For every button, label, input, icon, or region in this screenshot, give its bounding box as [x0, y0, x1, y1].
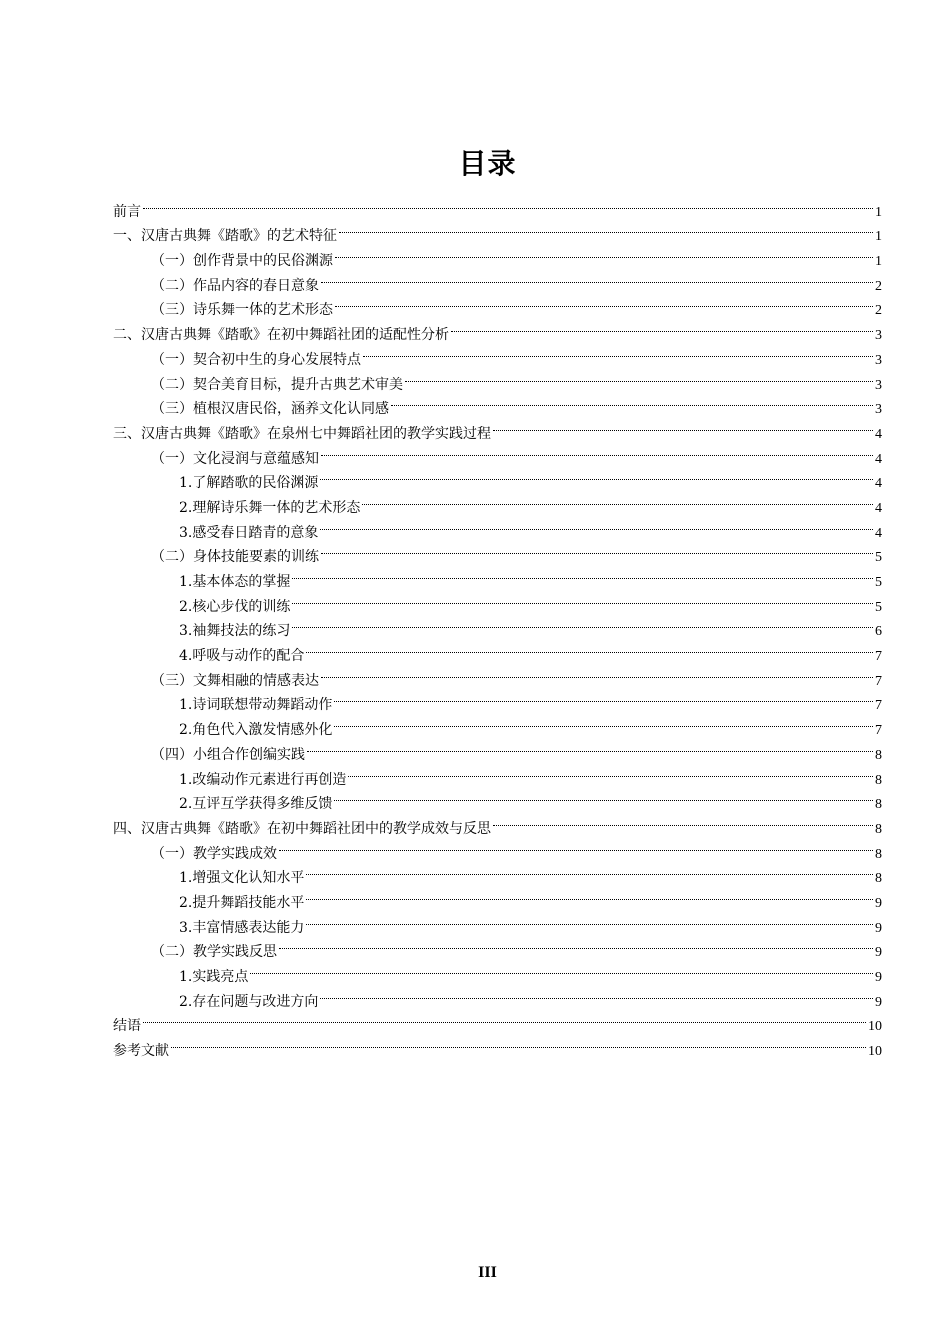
- toc-dot-leader: [250, 956, 873, 981]
- toc-dot-leader: [493, 413, 873, 438]
- toc-entry-label: 四、汉唐古典舞《踏歌》在初中舞蹈社团中的教学成效与反思: [113, 820, 491, 837]
- toc-entry-page: 2: [875, 303, 882, 319]
- toc-entry-page: 9: [875, 945, 882, 961]
- toc-entry-page: 5: [875, 575, 882, 590]
- toc-dot-leader: [143, 191, 873, 216]
- toc-dot-leader: [171, 1030, 866, 1055]
- toc-entry-page: 4: [875, 451, 882, 467]
- toc-dot-leader: [321, 537, 873, 562]
- toc-entry-label: （一）创作背景中的民俗渊源: [151, 253, 333, 270]
- toc-entry[interactable]: [113, 216, 882, 245]
- toc-entry-label: 3.感受春日踏青的意象: [179, 524, 319, 541]
- toc-entry-label: 2.互评互学获得多维反馈: [179, 796, 333, 813]
- toc-entry-label: 1.基本体态的掌握: [179, 574, 291, 590]
- toc-entry-label: （四）小组合作创编实践: [151, 746, 305, 763]
- toc-entry[interactable]: [113, 1006, 882, 1035]
- toc-entry-page: 8: [875, 846, 882, 862]
- toc-entry-page: 9: [875, 994, 882, 1010]
- toc-entry-page: 9: [875, 920, 882, 936]
- toc-dot-leader: [320, 463, 873, 488]
- toc-dot-leader: [292, 586, 873, 611]
- toc-entry-label: 2.理解诗乐舞一体的艺术形态: [179, 499, 361, 516]
- toc-entry-page: 4: [875, 500, 882, 516]
- toc-dot-leader: [292, 611, 873, 636]
- toc-entry-page: 7: [875, 698, 882, 714]
- toc-dot-leader: [334, 709, 873, 734]
- toc-dot-leader: [292, 561, 873, 586]
- toc-entry-label: 1.诗词联想带动舞蹈动作: [179, 697, 333, 714]
- toc-entry-label: 1.改编动作元素进行再创造: [179, 771, 347, 788]
- toc-entry-label: （三）诗乐舞一体的艺术形态: [151, 302, 333, 319]
- toc-dot-leader: [306, 907, 873, 932]
- toc-entry-page: 3: [875, 377, 882, 393]
- page-number: III: [478, 1264, 497, 1281]
- toc-entry-page: 2: [875, 278, 882, 294]
- toc-entry-label: 结语: [113, 1018, 141, 1035]
- toc-dot-leader: [320, 981, 873, 1006]
- toc-entry-page: 10: [868, 1019, 882, 1035]
- toc-entry-page: 4: [875, 476, 882, 492]
- toc-entry-label: （一）教学实践成效: [151, 845, 277, 862]
- toc-entry-page: 5: [875, 599, 882, 615]
- toc-entry-page: 8: [875, 772, 882, 788]
- toc-entry-page: 4: [875, 426, 882, 442]
- toc-dot-leader: [279, 932, 873, 957]
- toc-dot-leader: [306, 882, 873, 907]
- toc-entry-label: 参考文献: [113, 1043, 169, 1060]
- toc-entry-page: 5: [875, 550, 882, 566]
- toc-dot-leader: [321, 265, 873, 290]
- toc-dot-leader: [362, 487, 873, 512]
- toc-dot-leader: [334, 784, 873, 809]
- toc-entry-label: （三）植根汉唐民俗，涵养文化认同感: [151, 401, 389, 418]
- toc-entry-page: 3: [875, 402, 882, 418]
- toc-entry-label: 一、汉唐古典舞《踏歌》的艺术特征: [113, 228, 337, 245]
- page-title: 目录: [458, 147, 517, 180]
- toc-entry-page: 7: [875, 723, 882, 739]
- toc-dot-leader: [348, 759, 873, 784]
- toc-entry-label: 2.角色代入激发情感外化: [179, 722, 333, 739]
- toc-dot-leader: [335, 290, 873, 315]
- toc-entry-page: 1: [875, 254, 882, 270]
- toc-dot-leader: [143, 1006, 866, 1031]
- toc-dot-leader: [363, 339, 873, 364]
- toc-entry[interactable]: [113, 191, 882, 220]
- toc-dot-leader: [451, 314, 873, 339]
- table-of-contents: [113, 191, 882, 1060]
- toc-entry-page: 3: [875, 352, 882, 368]
- toc-entry-label: 3.丰富情感表达能力: [179, 919, 305, 936]
- toc-entry-page: 6: [875, 624, 882, 640]
- toc-entry-label: 前言: [113, 203, 141, 220]
- toc-entry-label: 1.增强文化认知水平: [179, 870, 305, 887]
- toc-entry-page: 9: [875, 970, 882, 985]
- toc-entry-page: 4: [875, 525, 882, 541]
- toc-dot-leader: [493, 808, 873, 833]
- toc-entry-label: （三）文舞相融的情感表达: [151, 672, 319, 689]
- toc-dot-leader: [320, 512, 873, 537]
- toc-dot-leader: [405, 364, 873, 389]
- toc-entry-label: 1.了解踏歌的民俗渊源: [179, 475, 319, 492]
- toc-entry-label: 二、汉唐古典舞《踏歌》在初中舞蹈社团的适配性分析: [113, 327, 449, 344]
- toc-entry-page: 8: [875, 797, 882, 813]
- toc-entry-page: 1: [875, 229, 882, 245]
- toc-dot-leader: [321, 438, 873, 463]
- toc-entry-label: 三、汉唐古典舞《踏歌》在泉州七中舞蹈社团的教学实践过程: [113, 425, 491, 442]
- toc-entry-page: 8: [875, 747, 882, 763]
- toc-entry-label: （二）作品内容的春日意象: [151, 277, 319, 294]
- toc-dot-leader: [334, 685, 873, 710]
- toc-entry-page: 1: [875, 204, 882, 220]
- toc-entry-label: 2.存在问题与改进方向: [179, 993, 319, 1010]
- toc-entry-label: （一）契合初中生的身心发展特点: [151, 351, 361, 368]
- toc-entry-label: 2.提升舞蹈技能水平: [179, 894, 305, 911]
- toc-entry[interactable]: [113, 1030, 882, 1060]
- toc-entry-label: （一）文化浸润与意蕴感知: [151, 450, 319, 467]
- toc-entry-label: 1.实践亮点: [179, 969, 249, 985]
- toc-dot-leader: [339, 216, 873, 241]
- toc-dot-leader: [307, 734, 873, 759]
- toc-entry-page: 3: [875, 328, 882, 344]
- toc-entry-page: 8: [875, 821, 882, 837]
- toc-entry-label: 4.呼吸与动作的配合: [179, 648, 305, 665]
- toc-dot-leader: [335, 240, 873, 265]
- toc-dot-leader: [306, 858, 873, 883]
- toc-entry-page: 9: [875, 895, 882, 911]
- toc-dot-leader: [279, 833, 873, 858]
- toc-entry-page: 8: [875, 871, 882, 887]
- toc-entry-label: （二）身体技能要素的训练: [151, 549, 319, 566]
- toc-dot-leader: [321, 660, 873, 685]
- toc-entry-label: 2.核心步伐的训练: [179, 598, 291, 615]
- toc-entry-label: 3.袖舞技法的练习: [179, 623, 291, 640]
- toc-entry-page: 10: [868, 1044, 882, 1060]
- toc-dot-leader: [306, 635, 873, 660]
- toc-entry-label: （二）教学实践反思: [151, 944, 277, 961]
- toc-entry-page: 7: [875, 673, 882, 689]
- toc-dot-leader: [391, 389, 873, 414]
- toc-entry-label: （二）契合美育目标，提升古典艺术审美: [151, 376, 403, 393]
- toc-entry-page: 7: [875, 649, 882, 665]
